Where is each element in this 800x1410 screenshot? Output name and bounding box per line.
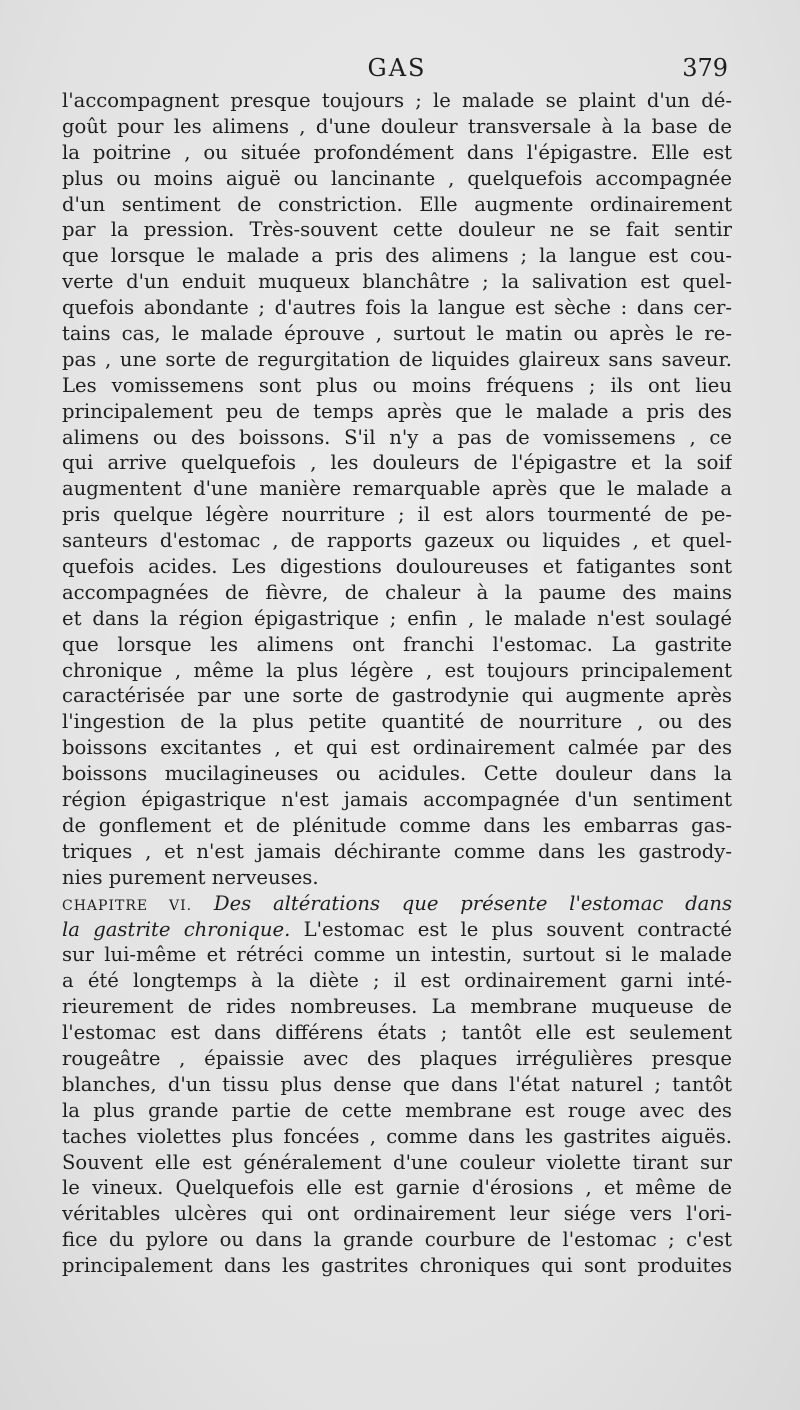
text-line: augmentent d'une manière remarquable après que le malade a [62,477,732,501]
text-line: plus ou moins aiguë ou lancinante , quelquefois accompagnée [62,166,732,190]
text-line: principalement dans les gastrites chroniques qui sont produites [62,1254,732,1278]
paragraph-symptoms [62,88,732,891]
chapter-heading-line-2 [62,917,732,943]
chapter-first-line-rest: L'estomac est le plus souvent contracté [303,917,732,941]
chapter-label: CHAPITRE VI. [62,897,193,914]
text-line: caractérisée par une sorte de gastrodynie qui augmente après [62,684,732,708]
text-line: pris quelque légère nourriture ; il est alors tourmenté de pe- [62,503,732,527]
text-line: rieurement de rides nombreuses. La membrane muqueuse de [62,995,732,1019]
paragraph-alterations [62,942,732,1279]
text-line: goût pour les alimens , d'une douleur transversale à la base de [62,114,732,138]
text-line: Les vomissemens sont plus ou moins fréquens ; ils ont lieu [62,373,732,397]
text-line: tains cas, le malade éprouve , surtout le matin ou après le re- [62,322,732,346]
chapter-title-part-2: la gastrite chronique. [62,917,291,941]
text-line: accompagnées de fièvre, de chaleur à la paume des mains [62,580,732,604]
chapter-heading-line-1 [62,891,732,917]
text-line: pas , une sorte de regurgitation de liquides glaireux sans saveur. [62,347,732,371]
page-number: 379 [682,54,728,82]
text-line: verte d'un enduit muqueux blanchâtre ; la salivation est quel- [62,270,732,294]
text-line: le vineux. Quelquefois elle est garnie d'érosions , et même de [62,1176,732,1200]
running-head: GAS [367,54,427,82]
text-line: l'estomac est dans différens états ; tantôt elle est seulement [62,1021,732,1045]
text-line: triques , et n'est jamais déchirante comme dans les gastrody- [62,839,732,863]
text-line: boissons mucilagineuses ou acidules. Cette douleur dans la [62,762,732,786]
text-line: véritables ulcères qui ont ordinairement leur siége vers l'ori- [62,1202,732,1226]
text-line: qui arrive quelquefois , les douleurs de l'épigastre et la soif [62,451,732,475]
page-header [62,50,732,86]
text-line: a été longtemps à la diète ; il est ordinairement garni inté- [62,969,732,993]
text-line: d'un sentiment de constriction. Elle augmente ordinairement [62,192,732,216]
text-line: que lorsque les alimens ont franchi l'estomac. La gastrite [62,632,732,656]
body-text [62,88,732,1279]
text-line: alimens ou des boissons. S'il n'y a pas de vomissemens , ce [62,425,732,449]
text-line: chronique , même la plus légère , est toujours principalement [62,658,732,682]
text-line: quefois abondante ; d'autres fois la langue est sèche : dans cer- [62,296,732,320]
text-line: santeurs d'estomac , de rapports gazeux ou liquides , et quel- [62,529,732,553]
text-line: blanches, d'un tissu plus dense que dans l'état naturel ; tantôt [62,1072,732,1096]
text-line: fice du pylore ou dans la grande courbure de l'estomac ; c'est [62,1228,732,1252]
text-line: nies purement nerveuses. [62,865,319,889]
text-line: la poitrine , ou située profondément dans l'épigastre. Elle est [62,140,732,164]
text-line: rougeâtre , épaissie avec des plaques irrégulières presque [62,1046,732,1070]
chapter-title-part-1: Des altérations que présente l'estomac dans [213,891,732,915]
text-line: boissons excitantes , et qui est ordinairement calmée par des [62,736,732,760]
text-line: l'ingestion de la plus petite quantité de nourriture , ou des [62,710,732,734]
text-line: principalement peu de temps après que le malade a pris des [62,399,732,423]
text-line: quefois acides. Les digestions douloureuses et fatigantes sont [62,555,732,579]
text-line: région épigastrique n'est jamais accompagnée d'un sentiment [62,788,732,812]
text-line: l'accompagnent presque toujours ; le malade se plaint d'un dé- [62,89,732,112]
text-line: Souvent elle est généralement d'une couleur violette tirant sur [62,1150,732,1174]
text-line: sur lui-même et rétréci comme un intestin, surtout si le malade [62,943,732,967]
text-line: de gonflement et de plénitude comme dans les embarras gas- [62,813,732,837]
text-line: taches violettes plus foncées , comme dans les gastrites aiguës. [62,1124,732,1148]
text-line: et dans la région épigastrique ; enfin , le malade n'est soulagé [62,606,732,630]
text-line: que lorsque le malade a pris des alimens ; la langue est cou- [62,244,732,268]
text-line: la plus grande partie de cette membrane est rouge avec des [62,1098,732,1122]
text-line: par la pression. Très-souvent cette douleur ne se fait sentir [62,218,732,242]
